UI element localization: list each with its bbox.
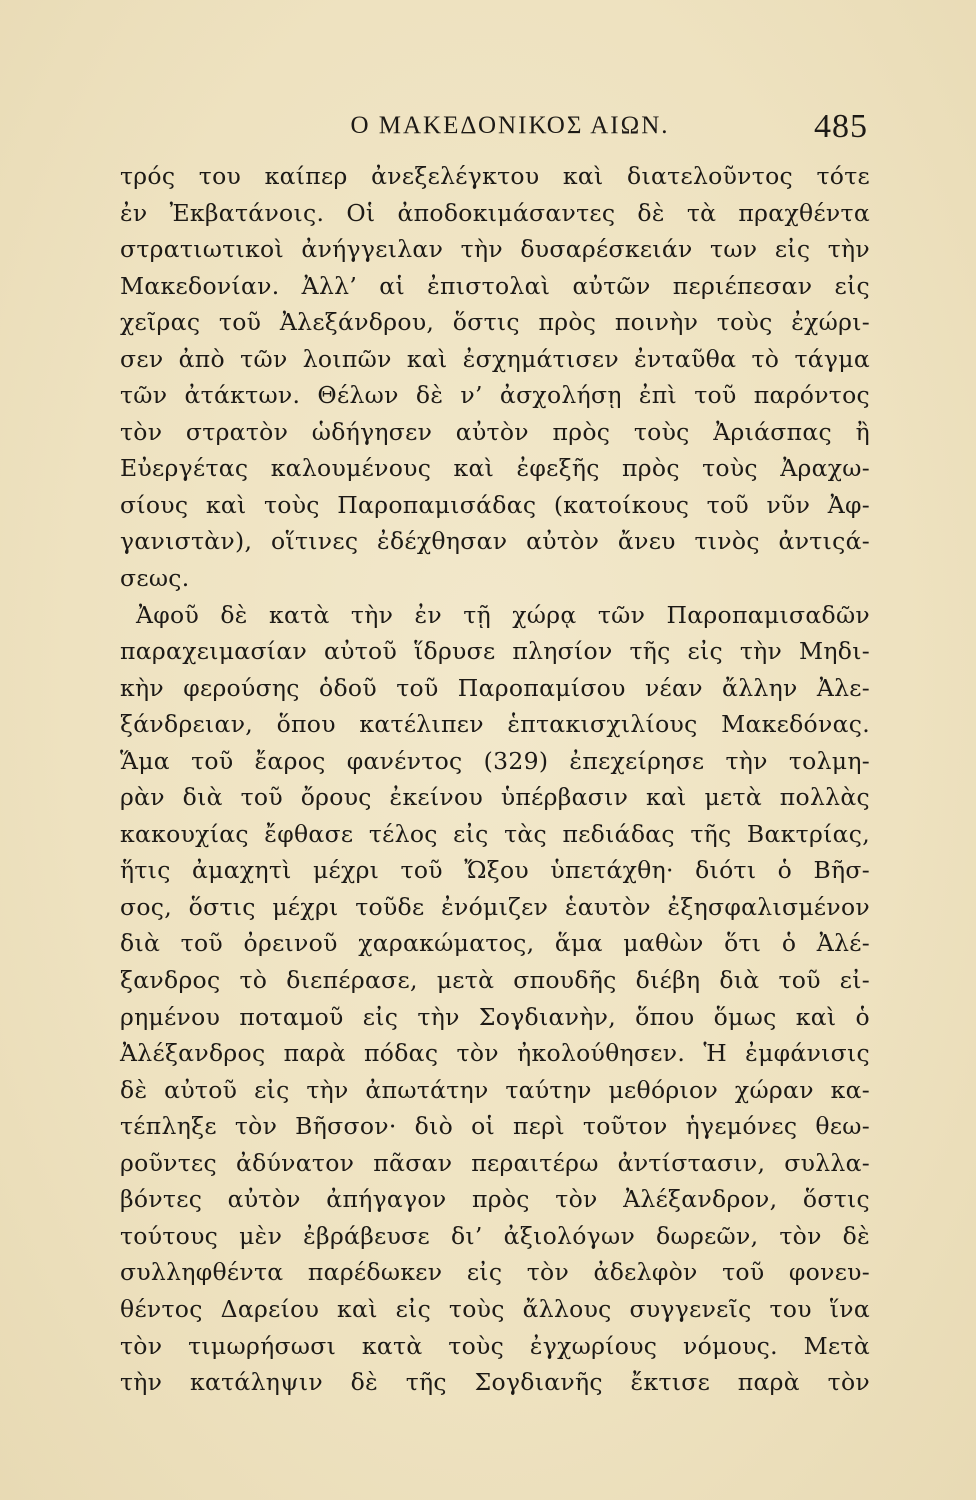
text-line: κακουχίας ἔφθασε τέλος εἰς τὰς πεδιάδας τῆς Βακτρίας,: [120, 819, 870, 848]
text-line: ρημένου ποταμοῦ εἰς τὴν Σογδιανὴν, ὅπου ὅμως καὶ ὁ: [120, 1002, 870, 1031]
text-line: τῶν ἀτάκτων. Θέλων δὲ ν’ ἀσχολήσῃ ἐπὶ τοῦ παρόντος: [120, 381, 870, 410]
text-line: θέντος Δαρείου καὶ εἰς τοὺς ἄλλους συγγενεῖς του ἵνα: [120, 1294, 870, 1323]
text-line: ξανδρος τὸ διεπέρασε, μετὰ σπουδῆς διέβη διὰ τοῦ εἰ-: [120, 966, 870, 995]
text-line: σίους καὶ τοὺς Παροπαμισάδας (κατοίκους τοῦ νῦν Ἀφ-: [120, 490, 870, 519]
text-line: διὰ τοῦ ὀρεινοῦ χαρακώματος, ἅμα μαθὼν ὅτι ὁ Ἀλέ-: [120, 929, 870, 958]
text-line: ξάνδρειαν, ὅπου κατέλιπεν ἑπτακισχιλίους Μακεδόνας.: [120, 710, 870, 739]
text-line: Μακεδονίαν. Ἀλλ’ αἱ ἐπιστολαὶ αὐτῶν περιέπεσαν εἰς: [120, 271, 870, 300]
text-line: Ἀφοῦ δὲ κατὰ τὴν ἐν τῇ χώρᾳ τῶν Παροπαμισαδῶν: [136, 600, 870, 629]
text-line: σεν ἀπὸ τῶν λοιπῶν καὶ ἐσχημάτισεν ἐνταῦθα τὸ τάγμα: [120, 344, 870, 373]
text-line: ρὰν διὰ τοῦ ὄρους ἐκείνου ὑπέρβασιν καὶ μετὰ πολλὰς: [120, 783, 870, 812]
text-line: τούτους μὲν ἐβράβευσε δι’ ἀξιολόγων δωρεῶν, τὸν δὲ: [120, 1221, 870, 1250]
text-line: σεως.: [120, 564, 190, 593]
text-line: κὴν φερούσης ὁδοῦ τοῦ Παροπαμίσου νέαν ἄλλην Ἀλε-: [120, 673, 870, 702]
text-line: Εὐεργέτας καλουμένους καὶ ἐφεξῆς πρὸς τοὺς Ἀραχω-: [120, 454, 870, 483]
text-line: ἐν Ἐκβατάνοις. Οἱ ἀποδοκιμάσαντες δὲ τὰ πραχθέντα: [120, 198, 870, 227]
text-line: τρός του καίπερ ἀνεξελέγκτου καὶ διατελοῦντος τότε: [120, 162, 870, 190]
running-head: [120, 108, 868, 148]
text-line: ἥτις ἀμαχητὶ μέχρι τοῦ Ὤξου ὑπετάχθη· διότι ὁ Βῆσ-: [120, 856, 870, 885]
text-line: παραχειμασίαν αὐτοῦ ἵδρυσε πλησίον τῆς εἰς τὴν Μηδι-: [120, 637, 870, 666]
text-line: ροῦντες ἀδύνατον πᾶσαν περαιτέρω ἀντίστασιν, συλλα-: [120, 1148, 870, 1177]
text-line: συλληφθέντα παρέδωκεν εἰς τὸν ἀδελφὸν τοῦ φονευ-: [120, 1258, 870, 1287]
text-line: βόντες αὐτὸν ἀπήγαγον πρὸς τὸν Ἀλέξανδρον, ὅστις: [120, 1185, 870, 1214]
text-line: στρατιωτικοὶ ἀνήγγειλαν τὴν δυσαρέσκειάν των εἰς τὴν: [120, 235, 870, 264]
text-line: τὸν στρατὸν ὡδήγησεν αὐτὸν πρὸς τοὺς Ἀριάσπας ἢ: [120, 417, 870, 446]
text-line: Ἅμα τοῦ ἔαρος φανέντος (329) ἐπεχείρησε τὴν τολμη-: [120, 746, 870, 775]
text-line: σος, ὅστις μέχρι τοῦδε ἐνόμιζεν ἑαυτὸν ἐξησφαλισμένον: [120, 892, 870, 921]
page-title: Ο ΜΑΚΕΔΟΝΙΚΟΣ ΑΙΩΝ.: [350, 112, 670, 139]
text-line: τέπληξε τὸν Βῆσσον· διὸ οἱ περὶ τοῦτον ἡγεμόνες θεω-: [120, 1112, 870, 1141]
text-line: Ἀλέξανδρος παρὰ πόδας τὸν ἠκολούθησεν. Ἡ ἐμφάνισις: [120, 1039, 870, 1068]
text-line: χεῖρας τοῦ Ἀλεξάνδρου, ὅστις πρὸς ποινὴν τοὺς ἐχώρι-: [120, 308, 870, 337]
text-line: τὸν τιμωρήσωσι κατὰ τοὺς ἐγχωρίους νόμους. Μετὰ: [120, 1331, 870, 1360]
text-line: τὴν κατάληψιν δὲ τῆς Σογδιανῆς ἔκτισε παρὰ τὸν: [120, 1368, 870, 1397]
text-line: γανιστὰν), οἵτινες ἐδέχθησαν αὐτὸν ἄνευ τινὸς ἀντιςά-: [120, 527, 870, 556]
page-number: 485: [814, 108, 868, 145]
body-text: [120, 158, 870, 1401]
text-line: δὲ αὐτοῦ εἰς τὴν ἀπωτάτην ταύτην μεθόριον χώραν κα-: [120, 1075, 870, 1104]
